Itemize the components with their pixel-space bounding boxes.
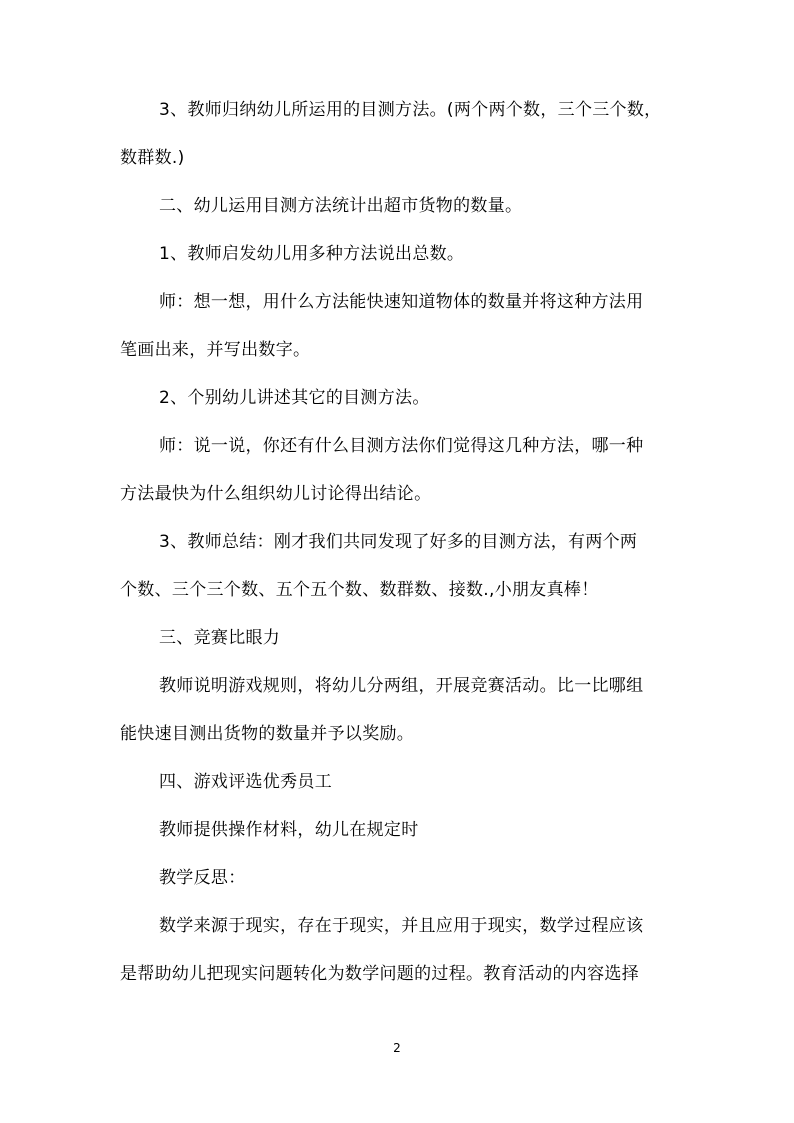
paragraph-line: 教师提供操作材料，幼儿在规定时 bbox=[159, 820, 419, 840]
page-number: 2 bbox=[393, 1041, 401, 1055]
paragraph-line: 笔画出来，并写出数字。 bbox=[120, 340, 311, 360]
section-heading: 二、幼儿运用目测方法统计出超市货物的数量。 bbox=[159, 196, 523, 216]
paragraph-line: 方法最快为什么组织幼儿讨论得出结论。 bbox=[120, 484, 432, 504]
paragraph-line: 是帮助幼儿把现实问题转化为数学问题的过程。教育活动的内容选择 bbox=[120, 964, 639, 984]
paragraph-line: 3、教师归纳幼儿所运用的目测方法。(两个两个数，三个三个数， bbox=[159, 100, 662, 120]
paragraph-line: 教师说明游戏规则，将幼儿分两组，开展竞赛活动。比一比哪组 bbox=[159, 676, 644, 696]
paragraph-line: 2、个别幼儿讲述其它的目测方法。 bbox=[159, 388, 430, 408]
paragraph-line: 师：想一想，用什么方法能快速知道物体的数量并将这种方法用 bbox=[159, 292, 644, 312]
paragraph-line: 3、教师总结：刚才我们共同发现了好多的目测方法，有两个两 bbox=[159, 532, 638, 552]
section-heading: 教学反思： bbox=[159, 868, 246, 888]
paragraph-line: 1、教师启发幼儿用多种方法说出总数。 bbox=[159, 244, 465, 264]
section-heading: 四、游戏评选优秀员工 bbox=[159, 772, 332, 792]
section-heading: 三、竞赛比眼力 bbox=[159, 628, 281, 648]
paragraph-line: 能快速目测出货物的数量并予以奖励。 bbox=[120, 724, 415, 744]
paragraph-line: 个数、三个三个数、五个五个数、数群数、接数.,小朋友真棒！ bbox=[120, 580, 599, 600]
paragraph-line: 师：说一说，你还有什么目测方法你们觉得这几种方法，哪一种 bbox=[159, 436, 644, 456]
paragraph-line: 数学来源于现实，存在于现实，并且应用于现实，数学过程应该 bbox=[159, 916, 644, 936]
paragraph-line: 数群数.) bbox=[120, 148, 185, 168]
